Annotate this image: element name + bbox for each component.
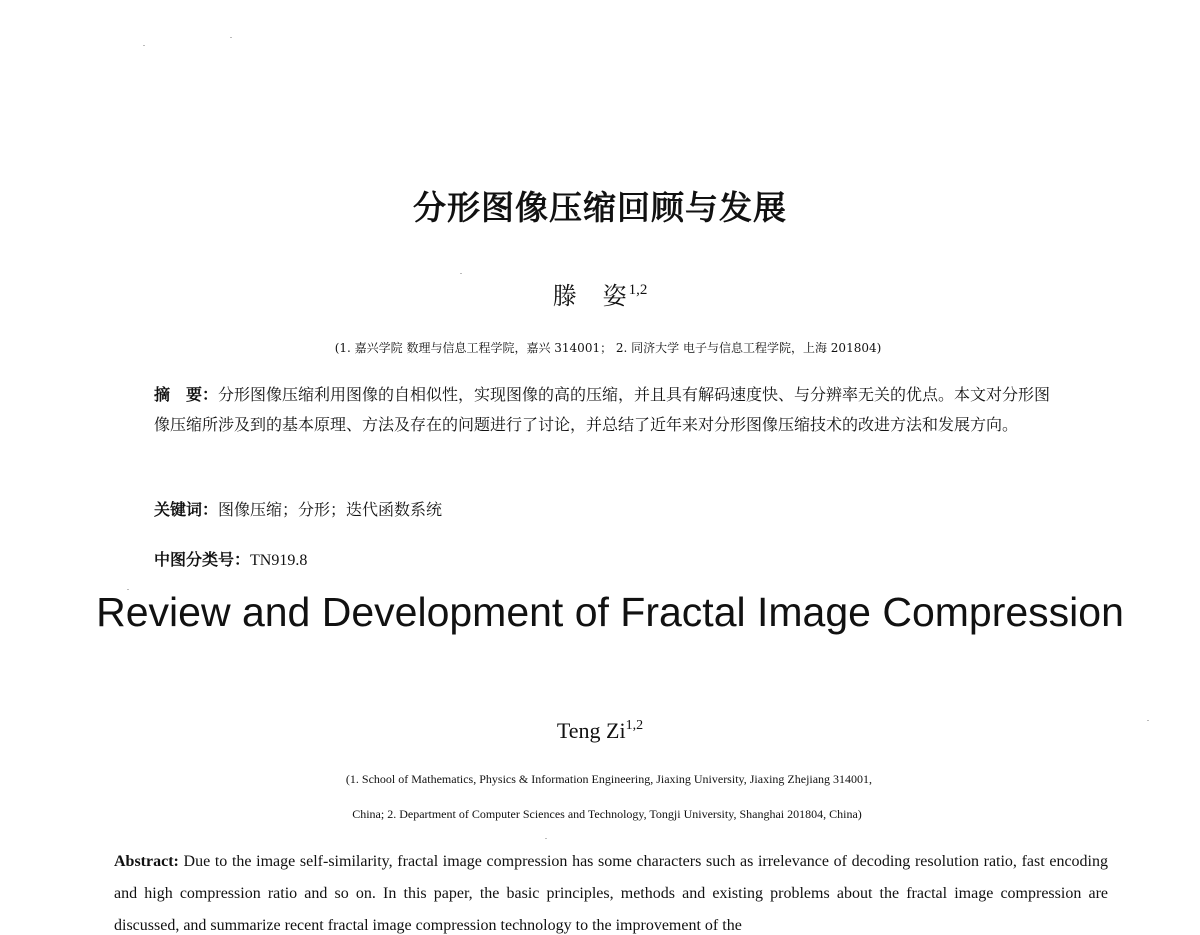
scan-speck xyxy=(143,45,145,46)
classification-value: TN919.8 xyxy=(250,552,308,569)
chinese-author-affiliation-marker: 1,2 xyxy=(628,282,648,298)
english-abstract-text: Due to the image self-similarity, fractal image compression has some characters such as irrelevance of decoding resolution ratio, fast encoding and high compression ratio and so on. In this paper, the basic principles, methods and existing problems about the fractal image compression are discussed, and summarize recent fractal image compression technology to the improvement of the xyxy=(114,853,1108,934)
chinese-author xyxy=(0,272,1200,314)
chinese-title: 分形图像压缩回顾与发展 xyxy=(413,188,787,227)
english-author xyxy=(0,710,1200,747)
scan-speck xyxy=(545,838,547,839)
chinese-keywords-text: 图像压缩；分形；迭代函数系统 xyxy=(218,500,443,519)
chinese-author-surname: 滕 xyxy=(552,282,577,310)
english-affiliation-line-1: (1. School of Mathematics, Physics & Information Engineering, Jiaxing University, Jiaxing Zhejiang 314001, xyxy=(345,772,873,786)
chinese-keywords-label: 关键词： xyxy=(154,500,219,519)
english-abstract-label: Abstract: xyxy=(114,853,179,870)
english-title: Review and Development of Fractal Image Compression xyxy=(96,589,1124,635)
chinese-keywords xyxy=(154,498,442,522)
chinese-abstract xyxy=(154,380,1064,440)
classification-label: 中图分类号： xyxy=(154,550,251,569)
english-author-affiliation-marker: 1,2 xyxy=(625,718,644,733)
english-affiliation-line-2: China; 2. Department of Computer Sciences and Technology, Tongji University, Shanghai 201804, China) xyxy=(352,807,862,821)
english-abstract xyxy=(114,846,1108,935)
chinese-author-given-name: 姿 xyxy=(602,282,627,310)
scan-speck xyxy=(230,37,232,38)
chinese-abstract-text: 分形图像压缩利用图像的自相似性，实现图像的高的压缩，并且具有解码速度快、与分辨率无关的优点。本文对分形图像压缩所涉及到的基本原理、方法及存在的问题进行了讨论，并总结了近年来对分形图像压缩技术的改进方法和发展方向。 xyxy=(154,385,1051,434)
chinese-affiliation: (1. 嘉兴学院 数理与信息工程学院，嘉兴 314001； 2. 同济大学 电子与信息工程学院，上海 201804) xyxy=(334,341,882,355)
english-author-name: Teng Zi xyxy=(556,718,626,743)
chinese-classification-number xyxy=(154,548,307,573)
chinese-abstract-label: 摘 要： xyxy=(154,385,219,404)
